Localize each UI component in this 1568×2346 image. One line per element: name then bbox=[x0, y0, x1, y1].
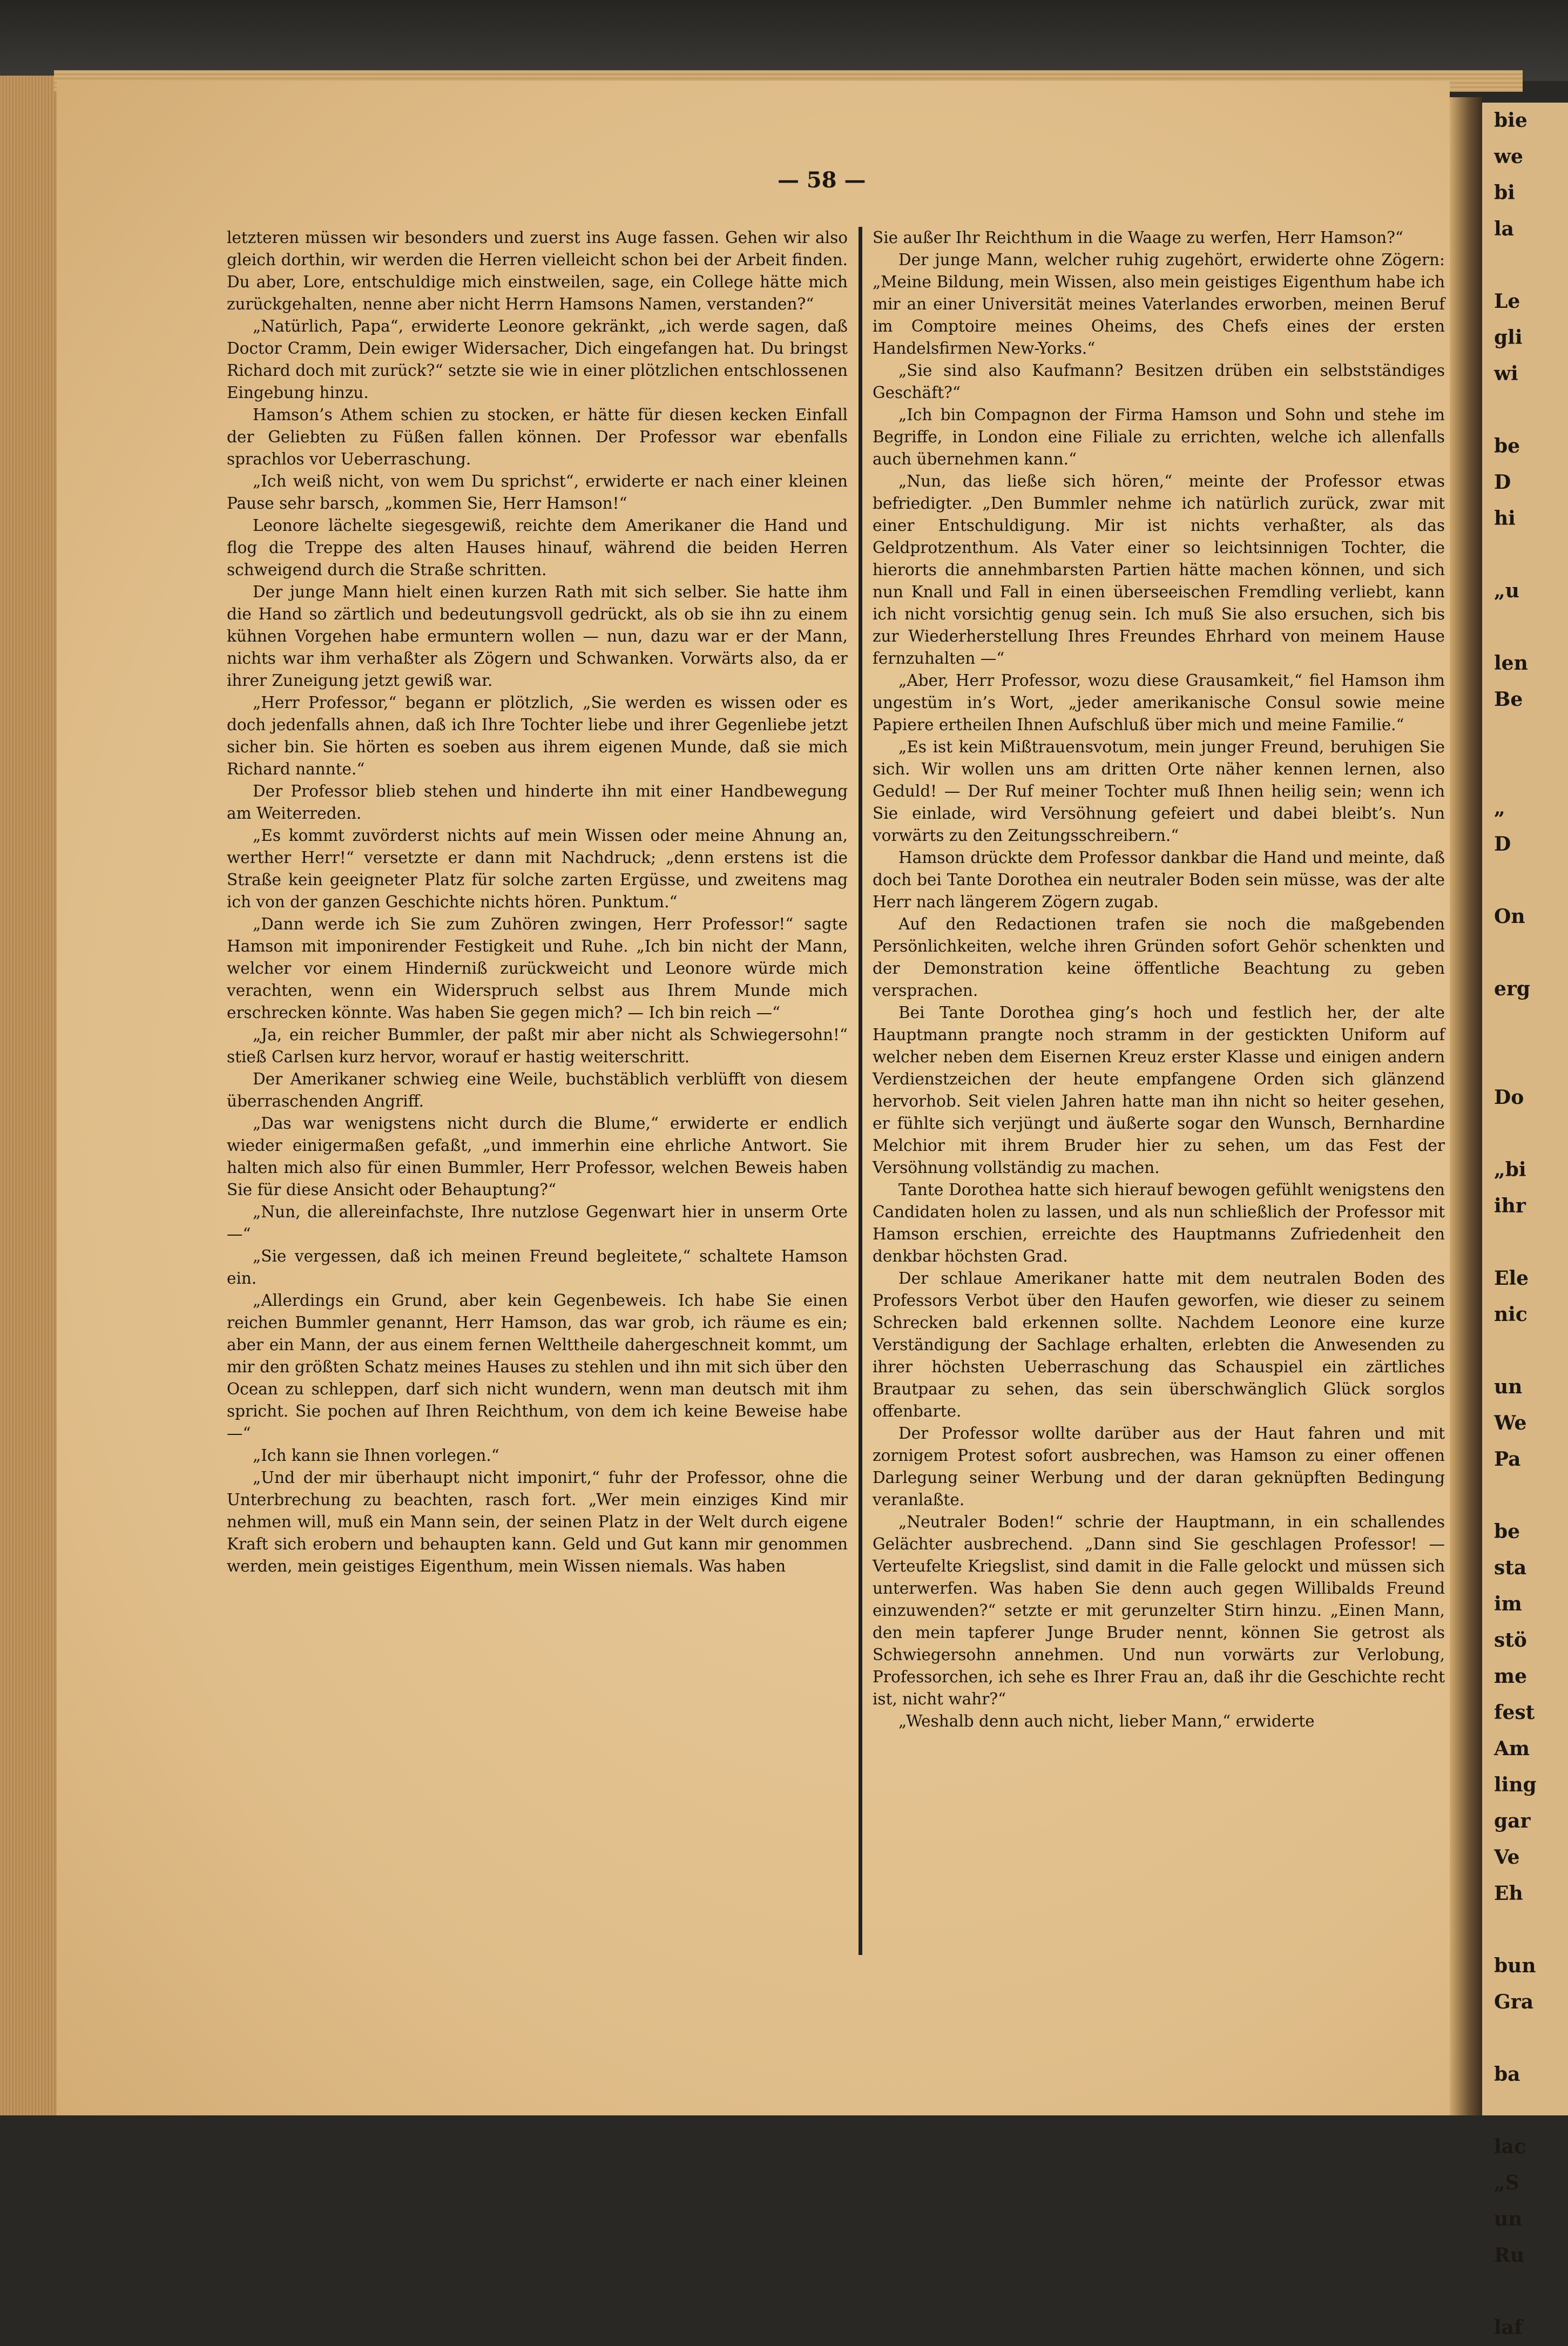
next-page-line: un bbox=[1494, 2208, 1523, 2230]
next-page-line bbox=[1482, 2020, 1568, 2057]
paragraph: „Allerdings ein Grund, aber kein Gegenbeweis. Ich habe Sie einen reichen Bummler genannt, Herr Hamson, das war grob, ich räume es ein; aber ein Mann, der aus einem fernen Welttheile dahergeschneit kommt, um mir den größten Schatz meines Hauses zu stehlen und ihn mit sich über den Ocean zu schleppen, darf sich nicht wundern, wenn man deutsch mit ihm spricht. Sie pochen auf Ihren Reichthum, von dem ich keine Beweise habe —“ bbox=[227, 1291, 848, 1442]
next-page-line: bie bbox=[1494, 109, 1528, 132]
paragraph: letzteren müssen wir besonders und zuerst ins Auge fassen. Gehen wir also gleich dorthin, wir werden die Herren vielleicht schon bei der Arbeit finden. Du aber, Lore, entschuldige mich einstweilen, sage, ein College hätte mich zurückgehalten, nenne aber nicht Herrn Hamsons Namen, verstanden?“ bbox=[227, 228, 848, 313]
right-text-column bbox=[873, 227, 1445, 1732]
next-page-fragment bbox=[1482, 103, 1568, 2339]
paragraph: „Neutraler Boden!“ schrie der Hauptmann, in ein schallendes Gelächter ausbrechend. „Dann sind Sie geschlagen Professor! — Verteufelte Kriegslist, sind damit in die Falle gelockt und müssen sich unterwerfen. Was haben Sie denn auch gegen Willibalds Freund einzuwenden?“ setzte er mit gerunzelter Stirn hinzu. „Einen Mann, den mein tapferer Junge Bruder nennt, können Sie getrost als Schwiegersohn annehmen. Und nun vorwärts zur Verlobung, Professorchen, ich sehe es Ihrer Frau an, daß ihr die Geschichte recht ist, nicht wahr?“ bbox=[873, 1513, 1445, 1708]
next-page-line: me bbox=[1494, 1665, 1527, 1688]
next-page-line: On bbox=[1494, 905, 1525, 928]
next-page-line: Do bbox=[1494, 1086, 1524, 1109]
paragraph: „Ich kann sie Ihnen vorlegen.“ bbox=[253, 1446, 499, 1465]
next-page-line: Le bbox=[1494, 290, 1520, 313]
paragraph: Bei Tante Dorothea ging’s hoch und festlich her, der alte Hauptmann prangte noch stramm in der gestickten Uniform auf welcher neben dem Eisernen Kreuz erster Klasse und einigen andern Verdienstzeichen der heute empfangene Orden sich glänzend hervorhob. Seit vielen Jahren hatte man ihn nicht so heiter gesehen, er fühlte sich verjüngt und äußerte sogar den Wunsch, Bernhardine Melchior mit ihrem Bruder hier zu sehen, um das Fest der Versöhnung vollständig zu machen. bbox=[873, 1003, 1445, 1177]
paragraph: Sie außer Ihr Reichthum in die Waage zu werfen, Herr Hamson?“ bbox=[873, 228, 1403, 247]
next-page-line: „bi bbox=[1494, 1158, 1526, 1181]
paragraph: Der Professor wollte darüber aus der Haut fahren und mit zornigem Protest sofort ausbrechen, was Hamson zu einer offenen Darlegung seiner Werbung und der daran geknüpften Bedingung veranlaßte. bbox=[873, 1424, 1445, 1509]
next-page-line: D bbox=[1494, 471, 1511, 494]
next-page-line: ling bbox=[1494, 1774, 1537, 1796]
column-rule bbox=[859, 227, 862, 1955]
next-page-line: im bbox=[1494, 1593, 1522, 1615]
next-page-line bbox=[1482, 935, 1568, 971]
next-page-line: laf bbox=[1494, 2316, 1523, 2339]
next-page-line: fest bbox=[1494, 1701, 1535, 1724]
next-page-line bbox=[1482, 1333, 1568, 1369]
next-page-line: gar bbox=[1494, 1810, 1531, 1832]
paragraph: „Ich weiß nicht, von wem Du sprichst“, erwiderte er nach einer kleinen Pause sehr barsch, „kommen Sie, Herr Hamson!“ bbox=[227, 472, 848, 513]
next-page-line: ba bbox=[1494, 2063, 1520, 2086]
next-page-line bbox=[1482, 2093, 1568, 2129]
scan-background-top bbox=[0, 0, 1568, 81]
next-page-line: wi bbox=[1494, 362, 1518, 385]
next-page-line: Am bbox=[1494, 1737, 1530, 1760]
next-page-line: be bbox=[1494, 435, 1520, 457]
next-page-line bbox=[1482, 1224, 1568, 1260]
paragraph: „Dann werde ich Sie zum Zuhören zwingen, Herr Professor!“ sagte Hamson mit imponirender Festigkeit und Ruhe. „Ich bin nicht der Mann, welcher vor einem Hinderniß zurückweicht und Leonore würde mich verachten, wenn ein Widerspruch selbst aus Ihrem Munde mich erschrecken könnte. Was haben Sie gegen mich? — Ich bin reich —“ bbox=[227, 915, 848, 1022]
paragraph: „Es kommt zuvörderst nichts auf mein Wissen oder meine Ahnung an, werther Herr!“ versetzte er dann mit Nachdruck; „denn erstens ist die Straße kein geeigneter Platz für solche zarten Ergüsse, und zweitens mag ich von der ganzen Geschichte nichts hören. Punktum.“ bbox=[227, 826, 848, 911]
paragraph: Hamson drückte dem Professor dankbar die Hand und meinte, daß doch bei Tante Dorothea ein neutraler Boden sein müsse, was der alte Herr nach längerem Zögern zugab. bbox=[873, 848, 1445, 911]
paragraph: Der junge Mann, welcher ruhig zugehört, erwiderte ohne Zögern: „Meine Bildung, mein Wissen, also mein geistiges Eigenthum habe ich mir an einer Universität meines Vaterlandes erworben, meinen Beruf im Comptoire meines Oheims, des Chefs eines der ersten Handelsfirmen New-Yorks.“ bbox=[873, 251, 1445, 358]
paragraph: „Nun, die allereinfachste, Ihre nutzlose Gegenwart hier in unserm Orte —“ bbox=[227, 1203, 848, 1243]
next-page-line bbox=[1482, 718, 1568, 754]
next-page-line: „u bbox=[1494, 579, 1519, 602]
next-page-line: un bbox=[1494, 1376, 1523, 1398]
next-page-line: „S bbox=[1494, 2172, 1519, 2194]
paragraph: „Herr Professor,“ begann er plötzlich, „Sie werden es wissen oder es doch jedenfalls ahnen, daß ich Ihre Tochter liebe und ihrer Gegenliebe jetzt sicher bin. Sie hörten es soeben aus ihrem eigenen Munde, daß sie mich Richard nannte.“ bbox=[227, 693, 848, 778]
paragraph: „Ja, ein reicher Bummler, der paßt mir aber nicht als Schwiegersohn!“ stieß Carlsen kurz hervor, worauf er hastig weiterschritt. bbox=[227, 1026, 848, 1066]
next-page-line: Be bbox=[1494, 688, 1523, 711]
book-page-edges bbox=[0, 76, 59, 2115]
next-page-line bbox=[1482, 392, 1568, 428]
next-page-line bbox=[1482, 2274, 1568, 2310]
next-page-line: Eh bbox=[1494, 1882, 1523, 1905]
next-page-line: Ve bbox=[1494, 1846, 1520, 1869]
next-page-line: We bbox=[1494, 1412, 1527, 1434]
next-page-line bbox=[1482, 609, 1568, 645]
paragraph: Der junge Mann hielt einen kurzen Rath mit sich selber. Sie hatte ihm die Hand so zärtlich und bedeutungsvoll gedrückt, als ob sie ihn zu einem kühnen Vorgehen habe ermuntern wollen — nun, dazu war er der Mann, nichts war ihm verhaßter als Zögern und Schwanken. Vorwärts also, da er ihrer Zuneigung jetzt gewiß war. bbox=[227, 583, 848, 690]
paragraph: „Sie sind also Kaufmann? Besitzen drüben ein selbstständiges Geschäft?“ bbox=[873, 361, 1445, 402]
next-page-line: lac bbox=[1494, 2135, 1526, 2158]
paragraph: Der Professor blieb stehen und hinderte ihn mit einer Handbewegung am Weiterreden. bbox=[227, 782, 848, 823]
book-gutter bbox=[1450, 97, 1482, 2115]
next-page-line: „ bbox=[1494, 797, 1505, 819]
next-page-line: D bbox=[1494, 833, 1511, 855]
next-page-line bbox=[1482, 247, 1568, 284]
paragraph: Der schlaue Amerikaner hatte mit dem neutralen Boden des Professors Verbot über den Haufen geworfen, wie dieser zu seinem Schrecken bald erkennen sollte. Nachdem Leonore eine kurze Verständigung der Sachlage erhalten, erlebten die Anwesenden zu ihrer höchsten Ueberraschung das Schauspiel ein zärtliches Brautpaar zu sehen, das sein überschwänglich Glück sorglos offenbarte. bbox=[873, 1269, 1445, 1420]
next-page-line: hi bbox=[1494, 507, 1516, 530]
paragraph: „Nun, das ließe sich hören,“ meinte der Professor etwas befriedigter. „Den Bummler nehme ich natürlich zurück, zwar mit einer Entschuldigung. Mir ist nichts verhaßter, als das Geldprotzenthum. Als Vater einer so leichtsinnigen Tochter, die hierorts die annehmbarsten Partien hätte machen können, und sich nun Knall und Fall in einen überseeischen Fremdling verliebt, kann ich nicht vorsichtig genug sein. Ich muß Sie also ersuchen, sich bis zur Wiederherstellung Ihres Freundes Ehrhard von meinem Hause fernzuhalten —“ bbox=[873, 472, 1445, 668]
next-page-line: Ru bbox=[1494, 2244, 1525, 2267]
paragraph: „Es ist kein Mißtrauensvotum, mein junger Freund, beruhigen Sie sich. Wir wollen uns am dritten Orte näher kennen lernen, also Geduld! — Der Ruf meiner Tochter muß Ihnen heilig sein; wenn ich Sie einlade, wird Versöhnung gefeiert und dabei bleibt’s. Nun vorwärts zu den Zeitungsschreibern.“ bbox=[873, 738, 1445, 845]
next-page-line bbox=[1482, 537, 1568, 573]
page-number: — 58 — bbox=[778, 167, 866, 193]
next-page-line: ihr bbox=[1494, 1195, 1526, 1217]
next-page-line: be bbox=[1494, 1520, 1520, 1543]
next-page-line bbox=[1482, 1478, 1568, 1514]
next-page-line: we bbox=[1494, 145, 1523, 168]
paragraph: Leonore lächelte siegesgewiß, reichte dem Amerikaner die Hand und flog die Treppe des alten Hauses hinauf, während die beiden Herren schweigend durch die Straße schritten. bbox=[227, 516, 848, 579]
next-page-line bbox=[1482, 1043, 1568, 1080]
paragraph: „Ich bin Compagnon der Firma Hamson und Sohn und stehe im Begriffe, in London eine Filiale zu errichten, welche ich allenfalls auch übernehmen kann.“ bbox=[873, 406, 1445, 468]
paragraph: „Weshalb denn auch nicht, lieber Mann,“ erwiderte bbox=[898, 1712, 1315, 1730]
next-page-line: sta bbox=[1494, 1556, 1527, 1579]
next-page-line bbox=[1482, 754, 1568, 790]
paragraph: Tante Dorothea hatte sich hierauf bewogen gefühlt wenigstens den Candidaten holen zu lassen, und als nun schließlich der Professor mit Hamson erschien, erreichte des Hauptmanns Zufriedenheit den denkbar höchsten Grad. bbox=[873, 1181, 1445, 1265]
next-page-line: bi bbox=[1494, 181, 1515, 204]
paragraph: „Natürlich, Papa“, erwiderte Leonore gekränkt, „ich werde sagen, daß Doctor Cramm, Dein ewiger Widersacher, Dich eingefangen hat. Du bringst Richard doch mit zurück?“ setzte sie wie in einer plötzlichen entschlossenen Eingebung hinzu. bbox=[227, 317, 848, 402]
paragraph: „Sie vergessen, daß ich meinen Freund begleitete,“ schaltete Hamson ein. bbox=[227, 1247, 848, 1287]
next-page-line bbox=[1482, 862, 1568, 899]
next-page-line: la bbox=[1494, 218, 1515, 240]
paragraph: „Das war wenigstens nicht durch die Blume,“ erwiderte er endlich wieder einigermaßen gefaßt, „und immerhin eine ehrliche Antwort. Sie halten mich also für einen Bummler, Herr Professor, welchen Beweis haben Sie für diese Ansicht oder Behauptung?“ bbox=[227, 1114, 848, 1199]
next-page-line: bun bbox=[1494, 1954, 1536, 1977]
paragraph: „Aber, Herr Professor, wozu diese Grausamkeit,“ fiel Hamson ihm ungestüm in’s Wort, „jeder amerikanische Consul sowie meine Papiere ertheilen Ihnen Aufschluß über mich und meine Familie.“ bbox=[873, 671, 1445, 734]
next-page-line: stö bbox=[1494, 1629, 1527, 1651]
paragraph: Der Amerikaner schwieg eine Weile, buchstäblich verblüfft von diesem überraschenden Angriff. bbox=[227, 1070, 848, 1110]
next-page-line: Pa bbox=[1494, 1448, 1521, 1471]
next-page-line: Ele bbox=[1494, 1267, 1529, 1290]
next-page-line: gli bbox=[1494, 326, 1523, 349]
next-page-line: Gra bbox=[1494, 1991, 1534, 2013]
next-page-line: erg bbox=[1494, 978, 1531, 1000]
paragraph: Auf den Redactionen trafen sie noch die maßgebenden Persönlichkeiten, welche ihren Gründen sofort Gehör schenkten und der Demonstration keine öffentliche Beachtung zu geben versprachen. bbox=[873, 915, 1445, 1000]
next-page-line bbox=[1482, 1912, 1568, 1948]
left-text-column bbox=[227, 227, 848, 1578]
next-page-line bbox=[1482, 1116, 1568, 1152]
next-page-line: len bbox=[1494, 652, 1528, 675]
next-page-line bbox=[1482, 1007, 1568, 1043]
paragraph: „Und der mir überhaupt nicht imponirt,“ fuhr der Professor, ohne die Unterbrechung zu beachten, rasch fort. „Wer mein einziges Kind mir nehmen will, muß ein Mann sein, der seinen Platz in der Welt durch eigene Kraft sich erobern und behaupten kann. Geld und Gut kann mir genommen werden, mein geistiges Eigenthum, mein Wissen niemals. Was haben bbox=[227, 1468, 848, 1575]
paragraph: Hamson’s Athem schien zu stocken, er hätte für diesen kecken Einfall der Geliebten zu Füßen fallen können. Der Professor war ebenfalls sprachlos vor Ueberraschung. bbox=[227, 406, 848, 468]
next-page-line: nic bbox=[1494, 1303, 1528, 1326]
